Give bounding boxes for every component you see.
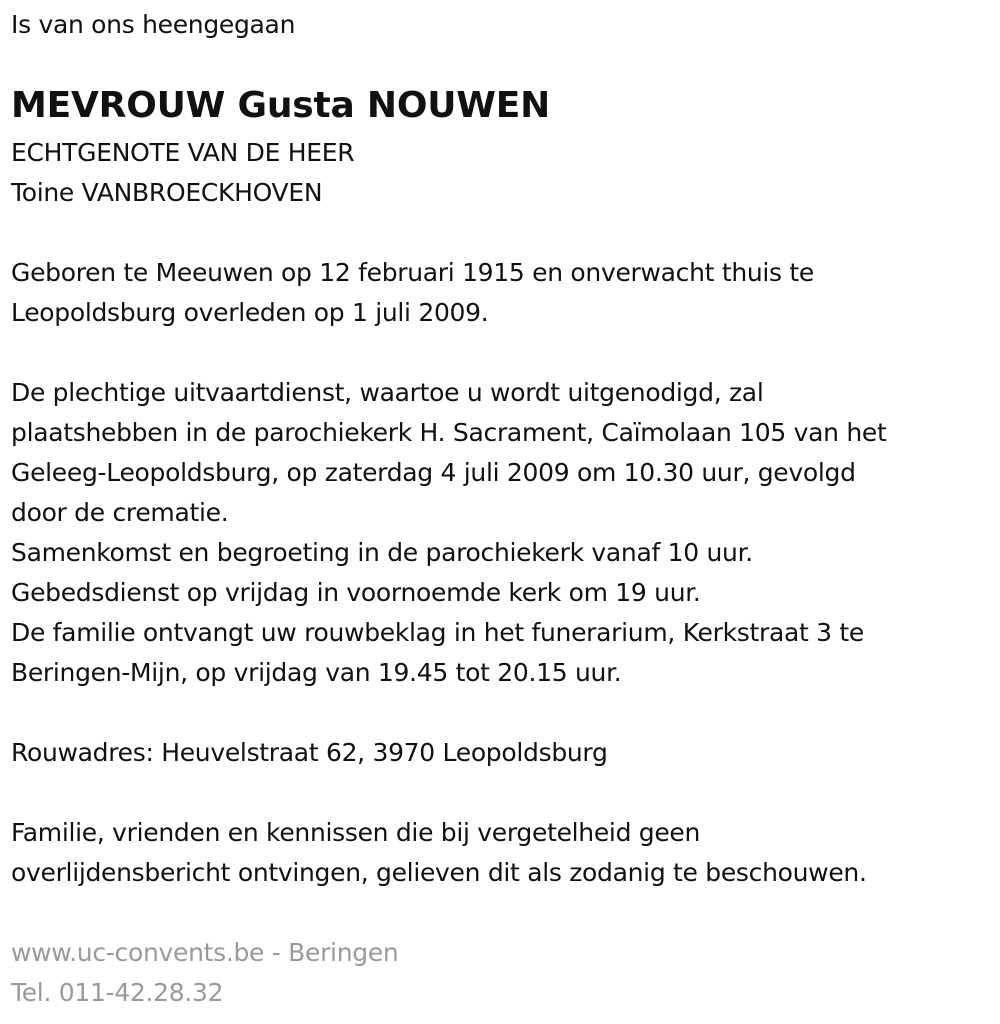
ceremony-line-3: Geleeg-Leopoldsburg, op zaterdag 4 juli 2009 om 10.30 uur, gevolgd bbox=[11, 458, 856, 487]
birth-death-line-2: Leopoldsburg overleden op 1 juli 2009. bbox=[11, 298, 489, 327]
intro-text: Is van ons heengegaan bbox=[11, 10, 296, 39]
closing-line-2: overlijdensbericht ontvingen, gelieven dit als zodanig te beschouwen. bbox=[11, 858, 867, 887]
ceremony-line-6: Gebedsdienst op vrijdag in voornoemde kerk om 19 uur. bbox=[11, 578, 701, 607]
ceremony-line-1: De plechtige uitvaartdienst, waartoe u wordt uitgenodigd, zal bbox=[11, 378, 764, 407]
ceremony-line-2: plaatshebben in de parochiekerk H. Sacrament, Caïmolaan 105 van het bbox=[11, 418, 887, 447]
footer-website: www.uc-convents.be - Beringen bbox=[11, 938, 399, 967]
spouse-label: ECHTGENOTE VAN DE HEER bbox=[11, 138, 355, 167]
deceased-name: MEVROUW Gusta NOUWEN bbox=[11, 85, 551, 126]
closing-line-1: Familie, vrienden en kennissen die bij vergetelheid geen bbox=[11, 818, 701, 847]
ceremony-line-8: Beringen-Mijn, op vrijdag van 19.45 tot 20.15 uur. bbox=[11, 658, 622, 687]
ceremony-line-5: Samenkomst en begroeting in de parochiekerk vanaf 10 uur. bbox=[11, 538, 753, 567]
footer-phone: Tel. 011-42.28.32 bbox=[11, 978, 224, 1007]
ceremony-line-4: door de crematie. bbox=[11, 498, 229, 527]
spouse-name: Toine VANBROECKHOVEN bbox=[11, 178, 323, 207]
ceremony-line-7: De familie ontvangt uw rouwbeklag in het funerarium, Kerkstraat 3 te bbox=[11, 618, 865, 647]
mourning-address: Rouwadres: Heuvelstraat 62, 3970 Leopoldsburg bbox=[11, 738, 608, 767]
birth-death-line-1: Geboren te Meeuwen op 12 februari 1915 en onverwacht thuis te bbox=[11, 258, 815, 287]
